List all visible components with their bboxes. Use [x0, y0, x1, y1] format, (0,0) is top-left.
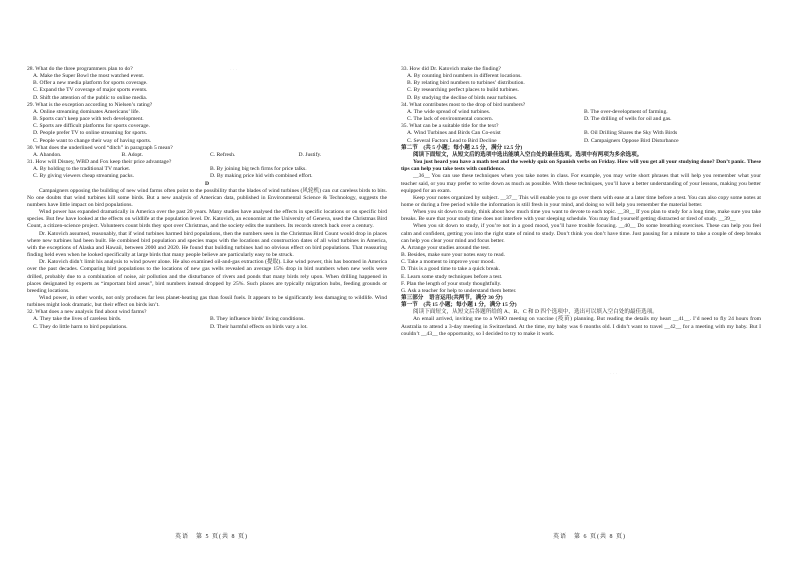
q32-option-d: D. Their harmful effects on birds vary a lot. [210, 323, 308, 330]
page-footer-right: 英语 第 6 页(共 8 页) [553, 534, 626, 540]
faint-watermark: · · · [230, 68, 238, 73]
question-33-stem: 33. How did Dr. Katovich make the finding? [401, 66, 501, 72]
cloze-paragraph-4: When you sit down to study, think about how much time you want to devote to each topic. __38__ If you plan to study for a long time, make sure you take breaks. Be sure that your study time does not interfere with your sleeping schedule. You may find yourself getting distracted or tired of study. __39__ [401, 209, 761, 223]
q28-option-c: C. Expand the TV coverage of major sports events. [33, 87, 148, 94]
q28-option-a: A. Make the Super Bowl the most watched event. [33, 73, 145, 80]
q29-option-b: B. Sports can’t keep pace with tech development. [33, 116, 144, 123]
question-31-stem: 31. How will Disney, WBD and Fox keep their price advantage? [27, 159, 172, 166]
q28-option-b: B. Offer a new media platform for sports coverage. [33, 80, 148, 87]
q34-option-b: B. The over-development of farming. [584, 108, 668, 115]
question-35-stem: 35. What can be a suitable title for the text? [401, 123, 499, 130]
cloze-option-e: E. Learn some study techniques before a test. [401, 273, 503, 280]
q31-option-a: A. By holding to the traditional TV market. [33, 166, 131, 173]
cloze-option-c: C. Take a moment to improve your mood. [401, 259, 495, 266]
passage-paragraph-2: Wind power has expanded dramatically in America over the past 20 years. Many studies have analysed the effects in specific locations or on specific bird species. But few have looked at the effects on wildlife at the population level. Dr. Katovich, an economist at the University of Geneva, used the Christmas Bird Count, a citizen-science project. Volunteers count birds they spot over Christmas, and the society edits the numbers. Its records stretch back over a century. [27, 209, 387, 230]
part-3-heading: 第三部分 语言运用(共两节，满分 30 分) [401, 295, 503, 301]
question-29-stem: 29. What is the exception according to Nielsen’s rating? [27, 101, 153, 108]
q32-options-row2 [27, 324, 387, 331]
passage-paragraph-5: Wind power, in other words, not only produces far less planet-heating gas than fossil fuels. It appears to be significantly less damaging to wildlife. Wind turbines might look dramatic, but their effect on birds isn’t. [27, 295, 387, 309]
passage-paragraph-1: Campaigners opposing the building of new wind farms often point to the possibility that the blades of wind turbines (风轮机) can cut careless birds to bits. No one doubts that wind turbines kill some birds. But a new analysis of American data, published in Environmental Science & Technology, suggests the numbers have little impact on bird populations. [27, 187, 387, 208]
q34-option-d: D. The drilling of wells for oil and gas. [584, 116, 672, 123]
q35-option-a: A. Wind Turbines and Birds Can Co-exist [407, 130, 501, 137]
q35-option-c: C. Several Factors Lead to Bird Decline [407, 137, 497, 144]
right-column [401, 66, 761, 338]
q35-options-row2 [401, 138, 761, 145]
cloze-option-b: B. Besides, make sure your notes easy to read. [401, 252, 505, 259]
q30-options [27, 152, 387, 159]
q33-option-b: B. By relating bird numbers to turbines’ distribution. [407, 80, 525, 87]
q30-option-c: C. Refresh. [210, 151, 236, 158]
cloze-option-d: D. This is a good time to take a quick break. [401, 266, 501, 273]
q31-options-row2 [27, 173, 387, 180]
cloze-paragraph-3: Keep your notes organized by subject. __37__ This will enable you to go over them with ease at a later time before a test. You can also copy some notes at home or during a free period while the information is still fresh in your mind, and doing so will help you remember the material better. [401, 194, 761, 208]
q29-option-a: A. Online streaming dominates Americans’ life. [33, 108, 140, 115]
cloze-paragraph-1: You just heard you have a math test and the weekly quiz on Spanish verbs on Friday. How will you get all your studying done? Don’t panic. These tips can help you take tests with confidence. [401, 159, 761, 173]
question-30-stem: 30. What does the underlined word “ditch” in paragraph 5 mean? [27, 144, 173, 151]
faint-watermark: · · · [610, 372, 618, 377]
q29-option-e: C. People want to change their way of having sports. [33, 137, 152, 144]
q29-option-d: D. People prefer TV to online streaming for sports. [33, 130, 148, 137]
question-34-stem: 34. What contributes most to the drop of bird numbers? [401, 101, 526, 108]
cloze-paragraph-2: __36__ You can use these techniques when you take notes in class. For example, you may write short phrases that will help you remember what your teacher said, or you may prefer to write down as much as possible. With these techniques, you’ll have a better understanding of your lessons, making you better equipped for an exam. [401, 173, 761, 194]
passage-paragraph-4: Dr. Katovich didn’t limit his analysis to wind power alone. He also examined oil-and-gas extraction (提取). Like wind power, this has boomed in America over the past decades. Comparing bird populations to the locations of new gas wells revealed an average 15% drop in bird numbers when new wells were drilled, probably due to a combination of noise, air pollution and the disturbance of rivers and ponds that many birds rely upon. When drilling happened in places designated by experts as “important bird areas”, bird numbers instead dropped by 25%. Such places are typically migration hubs, feeding grounds or breeding locations. [27, 259, 387, 294]
q29-option-c: C. Sports are difficult platforms for sports coverage. [33, 123, 150, 130]
q32-options-row1 [27, 316, 387, 323]
q34-option-a: A. The wide spread of wind turbines. [407, 108, 491, 115]
q30-option-b: B. Adopt. [121, 151, 144, 158]
q31-option-d: D. By making price hid with combined effort. [210, 173, 313, 180]
cloze-paragraph-5: When you sit down to study, if you’re not in a good mood, you’ll have trouble focusing. __40__ Do some breathing exercises. These can help you feel calm and confident, getting you into the right state of mind to study. Don’t think you don’t have time. Just pausing for a minute to take a couple of deep breaks can help you clear your mind and focus better. [401, 223, 761, 244]
q33-option-d: D. By studying the decline of birds near turbines. [407, 94, 518, 101]
q35-option-d: D. Campaigners Oppose Bird Disturbance [584, 137, 679, 144]
q32-option-c: C. They do little harm to bird populations. [33, 323, 128, 330]
cloze-option-f: F. Plan the length of your study thoughtfully. [401, 280, 502, 287]
cloze-option-g: G. Ask a teacher for help to understand them better. [401, 287, 517, 294]
q34-option-c: C. The lack of environmental concern. [407, 116, 494, 123]
part-3-paragraph: An email arrived, inviting me to a WHO meeting on vaccine (疫苗) planning. But reading the details my heart __41__. I’d need to fly 24 hours from Australia to attend a 3-day meeting in Switzerland. At the time, my baby was 6 months old. I didn’t want to travel __42__ for a meeting with my baby. But I couldn’t __43__ the opportunity, so I decided to try to make it work. [401, 316, 761, 337]
q31-option-b: B. By joining big tech firms for price talks. [210, 166, 307, 173]
page-footer-left: 英语 第 5 页(共 8 页) [175, 534, 248, 540]
q28-option-d: D. Shift the attention of the public to online media. [33, 94, 148, 101]
q30-option-d: D. Justify. [298, 151, 322, 158]
left-column [27, 66, 387, 331]
q31-option-c: C. By giving viewers cheap streaming packs. [33, 173, 134, 180]
passage-label: D [204, 180, 210, 187]
part-3-subheading: 第一节 (共 15 小题；每小题 1 分，满分 15 分) [401, 302, 517, 309]
passage-paragraph-3: Dr. Katovich assumed, reasonably, that if wind turbines harmed bird populations, then the numbers seen in the Christmas Bird Count would drop in places where new turbines had been built. He combined bird population and species maps with the locations and construction dates of all wind turbines in America, with the exceptions of Alaska and Hawaii, between 2000 and 2020. He found that building turbines had no obvious effect on bird populations. That reassuring finding held even when he looked specifically at large birds that many people believe are particularly easy to be struck. [27, 230, 387, 259]
q33-option-c: C. By researching perfect places to build turbines. [407, 87, 519, 94]
question-32-stem: 32. What does a new analysis find about wind farms? [27, 309, 147, 316]
q32-option-a: A. They take the lives of careless birds. [33, 316, 122, 323]
q32-option-b: B. They influence birds’ living conditions. [210, 316, 305, 323]
part-3-instructions: 阅读下面短文，从短文后各题所给的 A、B、C 和 D 四个选项中，选出可以填入空白处的最佳选项。 [413, 309, 658, 316]
q35-option-b: B. Oil Drilling Shares the Sky With Birds [584, 130, 678, 137]
q31-options-row1 [27, 166, 387, 173]
q33-option-a: A. By counting bird numbers in different locations. [407, 73, 522, 80]
section-2-instructions: 阅读下面短文，从短文后的选项中选出能填入空白处的最佳选项。选项中有两项为多余选项。 [413, 151, 643, 158]
q35-options-row1 [401, 130, 761, 137]
q30-option-a: A. Abandon. [33, 151, 62, 158]
section-2-heading: 第二节 (共 5 小题；每小题 2.5 分，满分 12.5 分) [401, 144, 523, 151]
question-28-stem: 28. What do the three programmers plan to do? [27, 66, 133, 72]
cloze-option-a: A. Arrange your studies around the test. [401, 244, 491, 251]
